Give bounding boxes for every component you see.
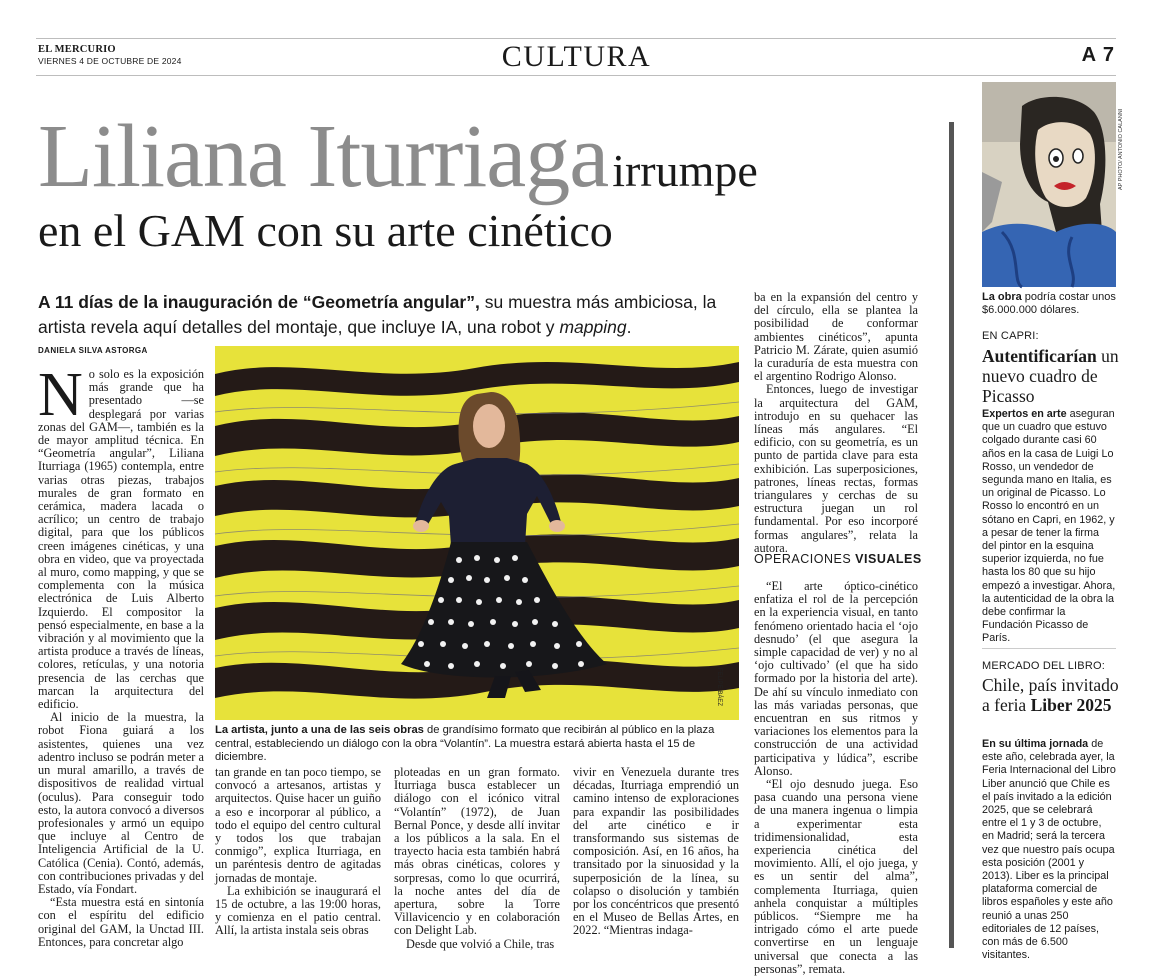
brief-1-body-bold: Expertos en arte — [982, 408, 1067, 420]
body-column-3 — [394, 765, 560, 951]
paragraph: La exhibición se inaugurará el 15 de octubre, a las 19:00 horas, y comienza en el patio central. Allí, la artista instala seis obras — [215, 883, 381, 938]
section-title: CULTURA — [501, 40, 652, 73]
paragraph: ba en la expansión del centro y del círculo, ella se plantea la posibilidad de conformar ambientes cinéticos”, apunta Patricio M. Zárate, quien asumió la curaduría de esta muestra con el argentino Rodrigo Alonso. — [754, 290, 918, 384]
dek-italic: mapping — [559, 316, 627, 337]
subheading — [754, 552, 922, 566]
headline — [38, 107, 948, 256]
side-caption-text: podría costar unos $6.000.000 dólares. — [982, 291, 1116, 316]
paragraph: “El arte óptico-cinético enfatiza el rol de la percepción en la experiencia visual, en tanto fenómeno orientado hacia el ‘ojo desnudo’ (el que asegura la simple capacidad de ver) y no al ‘ojo cultivado’ (el que ha sido formado por la historia del arte). De ahí su vínculo inmediato con las más variadas personas, que encuentran en sus ritmos y variaciones los elementos para la construcción de una actividad participativa y lúdica”, escribe Alonso. — [754, 579, 918, 778]
side-photo-caption — [982, 291, 1116, 317]
body-column-5-top — [754, 290, 918, 555]
brief-2-body-text: de este año, celebrada ayer, la Feria Internacional del Libro Liber anunció que Chile es el país invitado a la edición 2025, que se celebrará entre el 1 y 3 de octubre, en Madrid; será la tercera vez que nuestro país ocupa esta posición (2001 y 2013). Liber es la principal plataforma comercial de libros españoles y este año reunió a unas 250 editoriales de 12 países, con más de 6.500 visitantes. — [982, 738, 1116, 962]
brief-2-body — [982, 738, 1116, 962]
subheading-light: OPERACIONES — [754, 552, 852, 566]
brief-1-headline — [982, 346, 1122, 406]
brief-1-body-text: aseguran que un cuadro que estuvo colgado durante casi 60 años en la casa de Luigi Lo Rosso, un vendedor de segunda mano en Italia, es un original de Picasso. Lo Rosso lo encontró en un sótano en Capri, en 1962, y a pesar de tener la firma del pintor en la esquina superior izquierda, no fue hasta los 80 que su hijo empezó a investigar. Ahora, la autenticidad de la obra la debe confirmar la Fundación Picasso de París. — [982, 408, 1116, 645]
issue-date: VIERNES 4 DE OCTUBRE DE 2024 — [38, 56, 182, 66]
headline-line-1 — [38, 107, 948, 206]
body-column-4 — [573, 766, 739, 948]
photo-credit: FELIPE BÁEZ — [716, 668, 722, 707]
section-rule — [36, 75, 1116, 76]
photo-caption — [215, 724, 739, 765]
photo-artwork — [215, 346, 739, 720]
paragraph — [38, 361, 204, 712]
body-column-5-bottom — [754, 579, 918, 976]
drop-cap: N — [38, 361, 83, 429]
headline-line-2: en el GAM con su arte cinético — [38, 205, 613, 256]
paragraph: Entonces, luego de investigar la arquitectura del GAM, introdujo en su quehacer las líneas más angulares. “El edificio, con su geometría, es un punto de partida clave para esta exhibición. Las superposiciones, patrones, líneas rectas, formas triangulares y cerchas de su estructura juegan un rol fundamental. Por eso incorporé formas angulares”, relata la autora. — [754, 382, 918, 555]
body-column-1 — [38, 361, 204, 949]
paragraph: vivir en Venezuela durante tres décadas, Iturriaga emprendió un camino intenso de exploraciones para expandir las posibilidades del arte cinético e ir transformando sus sistemas de composición. Así, en 16 años, ha transitado por la sinuosidad y la superposición de la línea, su colapso o disolución y también por los concéntricos que presentó en el Museo de Bellas Artes, en 2022. “Mientras indaga- — [573, 765, 739, 938]
brief-2-kicker: MERCADO DEL LIBRO: — [982, 660, 1105, 672]
subheading-bold: VISUALES — [855, 552, 922, 566]
dek-bold: A 11 días de la inauguración de “Geometría angular”, — [38, 292, 480, 312]
paragraph: Al inicio de la muestra, la robot Fiona guiará a los asistentes, quienes una vez adentro incluso se podrán meter a un mural amarillo, a través de dispositivos de realidad virtual (oculus). Para conseguir todo esto, la autora convocó a diversos profesionales y armó un equipo que incluye al Centro de Inteligencia Artificial de la U. Católica (Cenia). Contó, además, con contribuciones privadas y del Estado, vía Fondart. — [38, 710, 204, 896]
brief-1-headline-bold: Autentificarían — [982, 346, 1097, 366]
sidebar-divider — [982, 648, 1116, 649]
headline-verb: irrumpe — [612, 145, 758, 196]
brief-1-kicker: EN CAPRI: — [982, 330, 1039, 342]
brief-2-headline — [982, 675, 1122, 715]
brief-1-headline-text: un nuevo cuadro de Picasso — [982, 346, 1119, 406]
picasso-painting-photo — [982, 82, 1116, 287]
dek — [38, 290, 738, 339]
top-rule — [36, 38, 1116, 39]
column-divider — [949, 122, 954, 948]
brief-2-headline-text: Chile, país invitado a feria — [982, 675, 1119, 715]
paragraph: “El ojo desnudo juega. Eso pasa cuando una persona viene de una manera ingenua o limpia a experimentar esta tridimensionalidad, esta experiencia cinética del movimiento. Allí, el ojo juega, y es un sentir del alma”, complementa Iturriaga, quien anhela conquistar a múltiples públicos. “Siempre me ha intrigado cómo el arte puede convertirse en un lenguaje universal que conecta a las personas”, remata. — [754, 777, 918, 976]
caption-text: de grandísimo formato que recibirán al público en la plaza central, estableciendo un diálogo con la obra “Volantín”. La muestra estará abierta hasta el 15 de diciembre. — [215, 724, 715, 763]
brief-1-body — [982, 408, 1116, 646]
byline: DANIELA SILVA ASTORGA — [38, 346, 148, 355]
body-column-2 — [215, 766, 381, 948]
newspaper-name: EL MERCURIO — [38, 44, 116, 55]
paragraph: “Esta muestra está en sintonía con el espíritu del edificio original del GAM, la Unctad III. Entonces, para concretar algo — [38, 895, 204, 949]
page-number: A 7 — [1081, 44, 1115, 66]
caption-bold: La artista, junto a una de las seis obras — [215, 724, 424, 736]
dek-end: . — [626, 316, 632, 337]
main-photo — [215, 346, 739, 720]
paragraph: ploteadas en un gran formato. Iturriaga busca establecer un diálogo con el icónico vitral “Volantín” (1972), de Juan Bernal Ponce, y desde allí invitar a los públicos a la sala. En el trayecto hacia esta también habrá más obras cinéticas, colores y sorpresas, como lo que ocurrirá, la noche antes del día de apertura, sobre la Torre Villavicencio y en colaboración con Delight Lab. — [394, 765, 560, 938]
paragraph: tan grande en tan poco tiempo, se convocó a artesanos, artistas y arquitectos. Quise hacer un guiño a eso e incorporar al público, a todo el equipo del centro cultural y todos los que trabajan conmigo”, explica Iturriaga, en un paréntesis dentro de agitadas jornadas de montaje. — [215, 765, 381, 885]
paragraph: Desde que volvió a Chile, tras — [406, 936, 555, 951]
dek-text: su muestra más ambiciosa, la artista revela aquí detalles del montaje, que incluye IA, una robot y — [38, 292, 717, 337]
paragraph-text: o solo es la exposición más grande que ha presentado —se desplegará por varias zonas del GAM—, también es la de mayor amplitud técnica. En “Geometría angular”, Liliana Iturriaga (1965) contempla, entre varias otras piezas, trabajos murales de gran formato en cerámica, madera lacada o acrílico; un centro de trabajo digital, para que los públicos creen imágenes cinéticas, y una obra en video, que va proyectada al muro, como mapping, y que se complementa con la música electrónica de Luis Alberto Izquierdo. El compositor la pensó especialmente, en base a la vibración y al movimiento que la artista produce a través de líneas, colores, retículas, y una notoria presencia de las cerchas que marcan la arquitectura del edificio. — [38, 367, 204, 712]
brief-2-body-bold: En su última jornada — [982, 738, 1089, 750]
headline-name: Liliana Iturriaga — [38, 107, 609, 206]
side-photo-credit: AP PHOTO/ ANTONIO CALANNI — [1118, 108, 1124, 190]
side-caption-bold: La obra — [982, 291, 1022, 303]
painting-artwork — [982, 82, 1116, 287]
brief-2-headline-bold: Liber 2025 — [1030, 695, 1112, 715]
